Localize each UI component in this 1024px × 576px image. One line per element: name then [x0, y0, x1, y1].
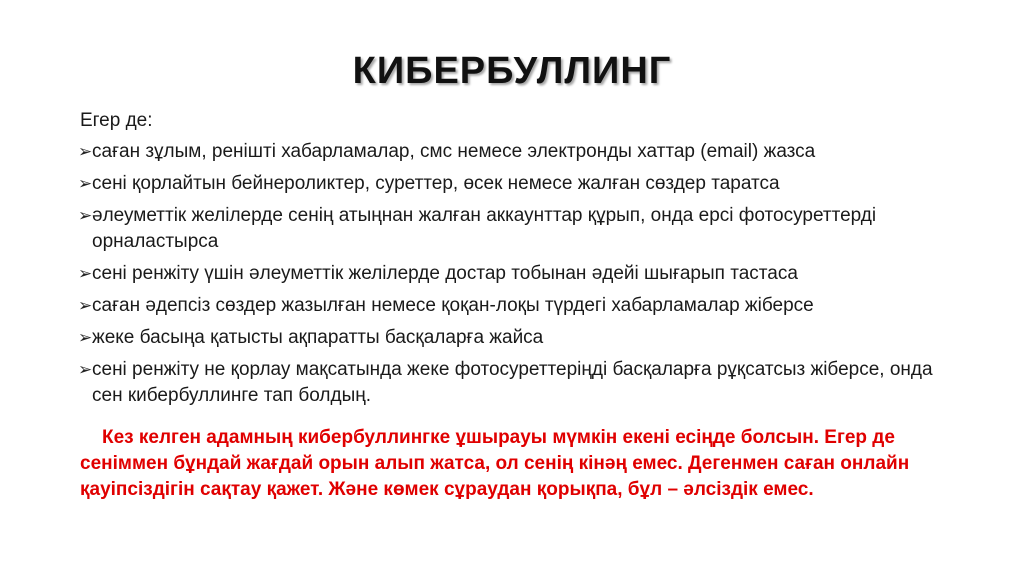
list-item-text: әлеуметтік желілерде сенің атыңнан жалған аккаунттар құрып, онда ерсі фотосуреттерді орналастырса — [92, 205, 877, 252]
list-item-text: жеке басыңа қатысты ақпаратты басқаларға жайса — [92, 327, 544, 348]
list-item — [80, 261, 960, 287]
intro-text: Егер де: — [80, 110, 153, 131]
arrow-check-icon: ➢ — [78, 174, 93, 193]
list-item — [80, 325, 960, 351]
list-item-text: сені ренжіту не қорлау мақсатында жеке фотосуреттеріңді басқаларға рұқсатсыз жіберсе, онда сен кибербуллинге тап болдың. — [92, 359, 933, 406]
list-item — [80, 139, 960, 165]
list-item — [80, 293, 960, 319]
bullet-list — [80, 139, 960, 415]
warning-text-content: Кез келген адамның кибербуллингке ұшырауы мүмкін екені есіңде болсын. Егер де сеніммен бұндай жағдай орын алып жатса, ол сенің кінәң емес. Дегенмен саған онлайн қауіпсіздігін сақтау қажет. Және көмек сұраудан қорықпа, бұл – әлсіздік емес. — [80, 427, 910, 500]
list-item-text: сені қорлайтын бейнероликтер, суреттер, өсек немесе жалған сөздер таратса — [92, 173, 780, 194]
list-item — [80, 171, 960, 197]
arrow-check-icon: ➢ — [78, 142, 93, 161]
arrow-check-icon: ➢ — [78, 264, 93, 283]
arrow-check-icon: ➢ — [78, 328, 93, 347]
list-item — [80, 203, 960, 255]
list-item-text: сені ренжіту үшін әлеуметтік желілерде достар тобынан әдейі шығарып тастаса — [92, 263, 798, 284]
arrow-check-icon: ➢ — [78, 360, 93, 379]
list-item — [80, 357, 960, 409]
arrow-check-icon: ➢ — [78, 296, 93, 315]
arrow-check-icon: ➢ — [78, 206, 93, 225]
list-item-text: саған зұлым, ренішті хабарламалар, смс немесе электронды хаттар (email) жазса — [92, 141, 816, 162]
slide-title: КИБЕРБУЛЛИНГ — [352, 50, 672, 92]
warning-text — [80, 425, 950, 503]
list-item-text: саған әдепсіз сөздер жазылған немесе қоқан-лоқы түрдегі хабарламалар жіберсе — [92, 295, 814, 316]
